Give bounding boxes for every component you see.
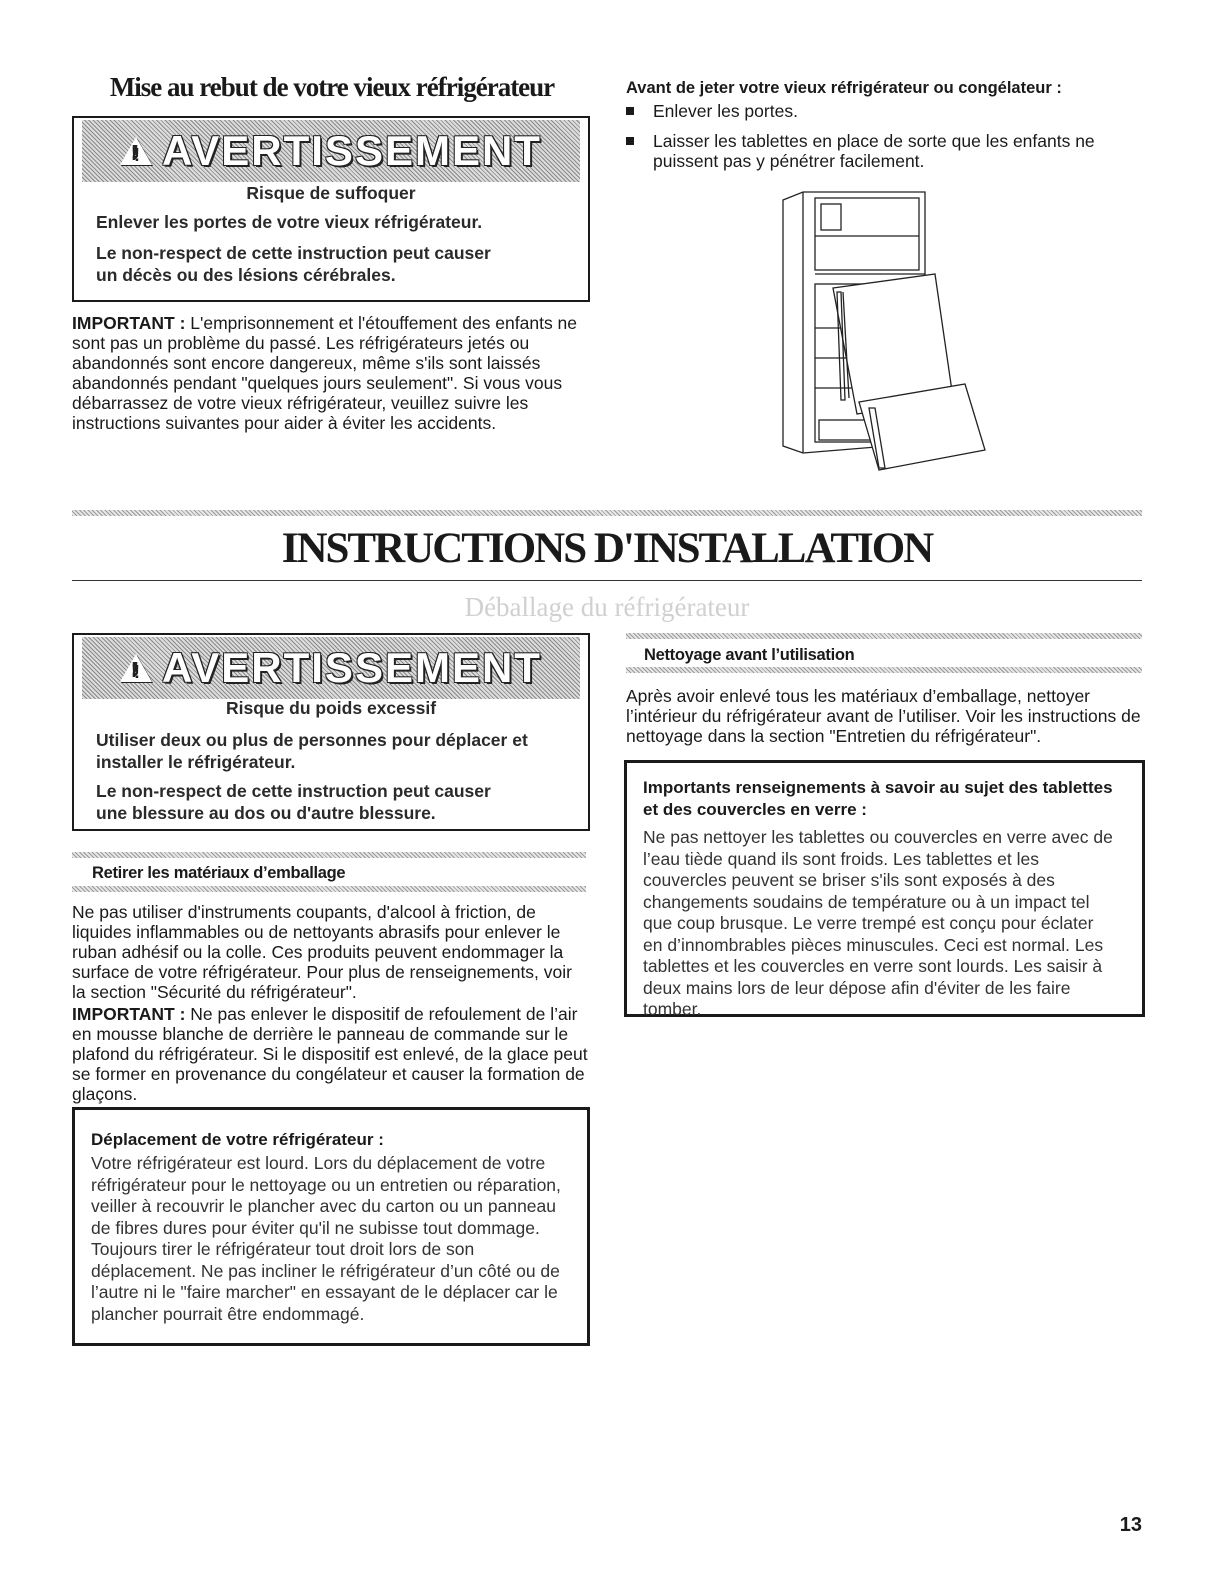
- bullet-item: Laisser les tablettes en place de sorte que les enfants ne puissent pas y pénétrer facilement.: [653, 131, 1095, 171]
- warning-line: Le non-respect de cette instruction peut causer: [96, 781, 491, 801]
- subsection-rule: [72, 886, 586, 892]
- page-title: INSTRUCTIONS D'INSTALLATION: [281, 525, 933, 572]
- important-label: IMPORTANT :: [72, 313, 186, 333]
- glass-paragraph: Ne pas nettoyer les tablettes ou couvercles en verre avec de l’eau tiède quand ils sont froids. Les tablettes et les couvercles peuvent se briser s'ils sont exposés à des changements soudains de température ou à un impact tel que coup brusque. Le verre trempé est conçu pour éclater en d’innombrables pièces minuscules. Ceci est normal. Les tablettes et les couvercles en verre sont lourds. Les saisir à deux mains lors de leur dépose afin d'éviter de les faire tomber.: [643, 827, 1113, 1019]
- glass-info-box: [624, 760, 1145, 1017]
- warning-box-weight: [72, 633, 590, 831]
- warning-triangle-icon: [120, 654, 152, 682]
- warning-line: Le non-respect de cette instruction peut causer: [96, 243, 491, 263]
- warning-triangle-icon: [120, 137, 152, 165]
- warning-line: Enlever les portes de votre vieux réfrigérateur.: [96, 212, 483, 232]
- warning-line: installer le réfrigérateur.: [96, 752, 296, 772]
- subsection-rule: [626, 667, 1142, 673]
- page-number: 13: [1119, 1514, 1142, 1536]
- cleaning-heading: Nettoyage avant l’utilisation: [644, 646, 855, 664]
- warning-box-suffocation: [72, 116, 590, 302]
- section-subtitle: Déballage du réfrigérateur: [464, 592, 750, 622]
- disposal-title: Mise au rebut de votre vieux réfrigérateur: [109, 72, 555, 102]
- subsection-rule: [72, 852, 586, 858]
- install-important-paragraph: IMPORTANT : Ne pas enlever le dispositif de refoulement de l’air en mousse blanche de derrière le panneau de commande sur le plafond du réfrigérateur. Si le dispositif est enlevé, de la glace peut se former en provenance du congélateur et causer la formation de glaçons.: [72, 1004, 588, 1104]
- glass-heading: Importants renseignements à savoir au sujet des tablettes et des couvercles en verre :: [643, 778, 1113, 819]
- warning-risk: Risque du poids excessif: [225, 698, 437, 718]
- bullet-icon: [626, 137, 634, 145]
- warning-banner-label: AVERTISSEMENT: [162, 644, 542, 691]
- before-heading: Avant de jeter votre vieux réfrigérateur ou congélateur :: [626, 79, 1062, 97]
- moving-info-box: [72, 1107, 590, 1346]
- warning-line: Utiliser deux ou plus de personnes pour déplacer et: [96, 730, 528, 750]
- remove-packaging-heading: Retirer les matériaux d’emballage: [92, 864, 346, 882]
- section-divider: [72, 510, 1142, 516]
- warning-risk: Risque de suffoquer: [246, 183, 416, 203]
- bullet-icon: [626, 107, 634, 115]
- disposal-important-paragraph: IMPORTANT : L'emprisonnement et l'étouffement des enfants ne sont pas un problème du passé. Les réfrigérateurs jetés ou abandonnés sont encore dangereux, même s'ils sont laissés abandonnés pendant "quelques jours seulement". Si vous vous débarrassez de votre vieux réfrigérateur, veuillez suivre les instructions suivantes pour aider à éviter les accidents.: [72, 313, 578, 433]
- warning-banner-label: AVERTISSEMENT: [162, 127, 542, 174]
- important-label: IMPORTANT :: [72, 1004, 186, 1024]
- moving-paragraph: Votre réfrigérateur est lourd. Lors du déplacement de votre réfrigérateur pour le nettoyage ou un entretien ou réparation, veiller à recouvrir le plancher avec du carton ou un panneau de fibres dures pour éviter qu'il ne subisse tout dommage. Toujours tirer le réfrigérateur tout droit lors de son déplacement. Ne pas incliner le réfrigérateur d’un côté ou de l’autre ni le "faire marcher" en essayant de le déplacer car le plancher pourrait être endommagé.: [91, 1153, 561, 1324]
- warning-line: une blessure au dos ou d'autre blessure.: [96, 803, 436, 823]
- warning-banner: [82, 637, 580, 699]
- cleaning-paragraph: Après avoir enlevé tous les matériaux d’emballage, nettoyer l’intérieur du réfrigérateur avant de l’utiliser. Voir les instructions de nettoyage dans la section "Entretien du réfrigérateur".: [626, 686, 1141, 746]
- subsection-rule: [626, 633, 1142, 639]
- title-rule: [72, 580, 1142, 581]
- moving-heading: Déplacement de votre réfrigérateur :: [91, 1130, 384, 1149]
- warning-banner: [82, 120, 580, 182]
- bullet-item: Enlever les portes.: [653, 101, 798, 121]
- remove-packaging-paragraph: Ne pas utiliser d'instruments coupants, d'alcool à friction, de liquides inflammables ou de nettoyants abrasifs pour enlever le ruban adhésif ou la colle. Ces produits peuvent endommager la surface de votre réfrigérateur. Pour plus de renseignements, voir la section "Sécurité du réfrigérateur".: [72, 902, 572, 1002]
- refrigerator-doors-removed-illustration: [775, 188, 990, 473]
- warning-line: un décès ou des lésions cérébrales.: [96, 265, 396, 285]
